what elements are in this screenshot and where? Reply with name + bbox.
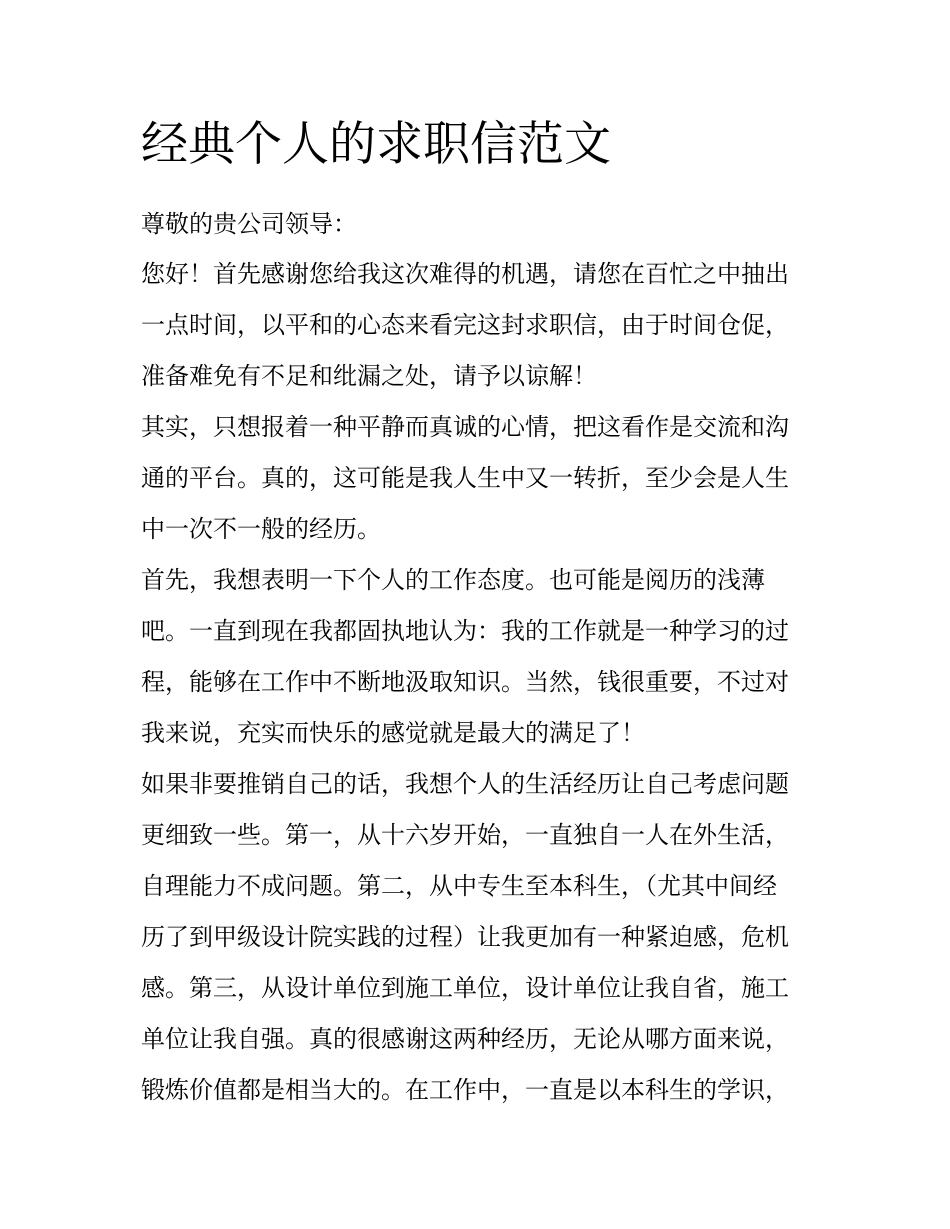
salutation: 尊敬的贵公司领导：	[141, 210, 357, 238]
paragraph-line: 您好！首先感谢您给我这次难得的机遇，请您在百忙之中抽出	[141, 260, 789, 288]
document-title: 经典个人的求职信范文	[141, 117, 611, 172]
paragraph-line: 自理能力不成问题。第二，从中专生至本科生，（尤其中间经	[141, 872, 777, 900]
paragraph-line: 单位让我自强。真的很感谢这两种经历，无论从哪方面来说，	[141, 1025, 789, 1053]
paragraph-line: 我来说，充实而快乐的感觉就是最大的满足了！	[141, 719, 645, 747]
paragraph-line: 如果非要推销自己的话，我想个人的生活经历让自己考虑问题	[141, 770, 789, 798]
paragraph-line: 一点时间，以平和的心态来看完这封求职信，由于时间仓促，	[141, 311, 789, 339]
paragraph-line: 锻炼价值都是相当大的。在工作中，一直是以本科生的学识，	[141, 1076, 789, 1104]
paragraph-line: 更细致一些。第一，从十六岁开始，一直独自一人在外生活，	[141, 821, 789, 849]
document-body	[141, 202, 821, 1119]
paragraph-line: 吧。一直到现在我都固执地认为：我的工作就是一种学习的过	[141, 617, 789, 645]
paragraph-line: 准备难免有不足和纰漏之处，请予以谅解！	[141, 362, 597, 390]
paragraph-line: 通的平台。真的，这可能是我人生中又一转折，至少会是人生	[141, 464, 789, 492]
paragraph-line: 其实，只想报着一种平静而真诚的心情，把这看作是交流和沟	[141, 413, 789, 441]
paragraph-line: 感。第三，从设计单位到施工单位，设计单位让我自省，施工	[141, 974, 789, 1002]
paragraph-line: 中一次不一般的经历。	[141, 515, 381, 543]
paragraph-line: 首先，我想表明一下个人的工作态度。也可能是阅历的浅薄	[141, 566, 765, 594]
paragraph-line: 历了到甲级设计院实践的过程）让我更加有一种紧迫感，危机	[141, 923, 789, 951]
paragraph-line: 程，能够在工作中不断地汲取知识。当然，钱很重要，不过对	[141, 668, 789, 696]
